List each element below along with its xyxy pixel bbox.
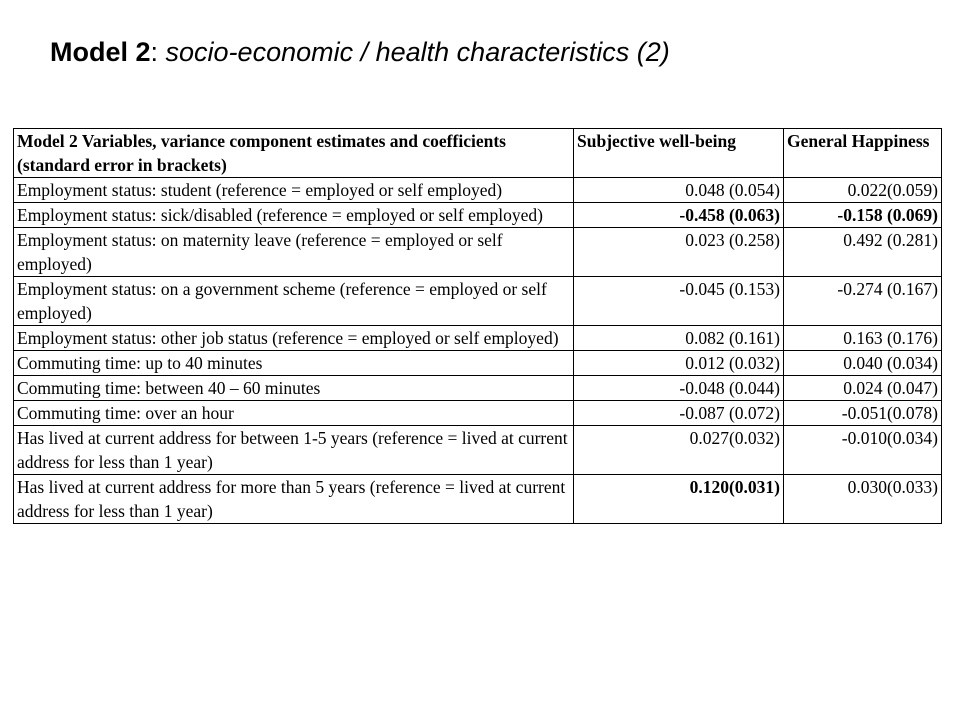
table-row <box>14 351 942 376</box>
title-subtitle: socio-economic / health characteristics (2) <box>165 37 670 67</box>
table-row <box>14 426 942 475</box>
header-variables: Model 2 Variables, variance component estimates and coefficients (standard error in brackets) <box>14 129 574 178</box>
variable-cell: Employment status: other job status (reference = employed or self employed) <box>14 326 574 351</box>
table-row <box>14 228 942 277</box>
general-happiness-cell: -0.051(0.078) <box>784 401 942 426</box>
subjective-well-being-cell: 0.023 (0.258) <box>574 228 784 277</box>
results-table <box>13 128 942 524</box>
general-happiness-cell: 0.163 (0.176) <box>784 326 942 351</box>
general-happiness-cell: 0.492 (0.281) <box>784 228 942 277</box>
variable-cell: Employment status: sick/disabled (reference = employed or self employed) <box>14 203 574 228</box>
slide-title <box>50 34 670 70</box>
variable-cell: Commuting time: between 40 – 60 minutes <box>14 376 574 401</box>
general-happiness-cell: -0.274 (0.167) <box>784 277 942 326</box>
variable-cell: Commuting time: up to 40 minutes <box>14 351 574 376</box>
variable-cell: Employment status: on a government scheme (reference = employed or self employed) <box>14 277 574 326</box>
header-subjective-well-being: Subjective well-being <box>574 129 784 178</box>
table-body <box>14 178 942 524</box>
title-separator: : <box>150 37 166 67</box>
variable-cell: Has lived at current address for between 1-5 years (reference = lived at current address for less than 1 year) <box>14 426 574 475</box>
general-happiness-cell: 0.040 (0.034) <box>784 351 942 376</box>
variable-cell: Has lived at current address for more than 5 years (reference = lived at current address for less than 1 year) <box>14 475 574 524</box>
subjective-well-being-cell: -0.087 (0.072) <box>574 401 784 426</box>
table-row <box>14 326 942 351</box>
subjective-well-being-cell: 0.082 (0.161) <box>574 326 784 351</box>
table-row <box>14 475 942 524</box>
subjective-well-being-cell: 0.027(0.032) <box>574 426 784 475</box>
variable-cell: Employment status: student (reference = employed or self employed) <box>14 178 574 203</box>
subjective-well-being-cell: 0.012 (0.032) <box>574 351 784 376</box>
subjective-well-being-cell: -0.458 (0.063) <box>574 203 784 228</box>
variable-cell: Employment status: on maternity leave (reference = employed or self employed) <box>14 228 574 277</box>
table-row <box>14 203 942 228</box>
table-row <box>14 376 942 401</box>
subjective-well-being-cell: -0.045 (0.153) <box>574 277 784 326</box>
subjective-well-being-cell: 0.048 (0.054) <box>574 178 784 203</box>
general-happiness-cell: 0.022(0.059) <box>784 178 942 203</box>
table-row <box>14 277 942 326</box>
general-happiness-cell: -0.158 (0.069) <box>784 203 942 228</box>
variable-cell: Commuting time: over an hour <box>14 401 574 426</box>
general-happiness-cell: 0.024 (0.047) <box>784 376 942 401</box>
general-happiness-cell: 0.030(0.033) <box>784 475 942 524</box>
header-general-happiness: General Happiness <box>784 129 942 178</box>
title-model-label: Model 2 <box>50 37 151 67</box>
header-row <box>14 129 942 178</box>
general-happiness-cell: -0.010(0.034) <box>784 426 942 475</box>
table-row <box>14 178 942 203</box>
subjective-well-being-cell: 0.120(0.031) <box>574 475 784 524</box>
table-row <box>14 401 942 426</box>
subjective-well-being-cell: -0.048 (0.044) <box>574 376 784 401</box>
